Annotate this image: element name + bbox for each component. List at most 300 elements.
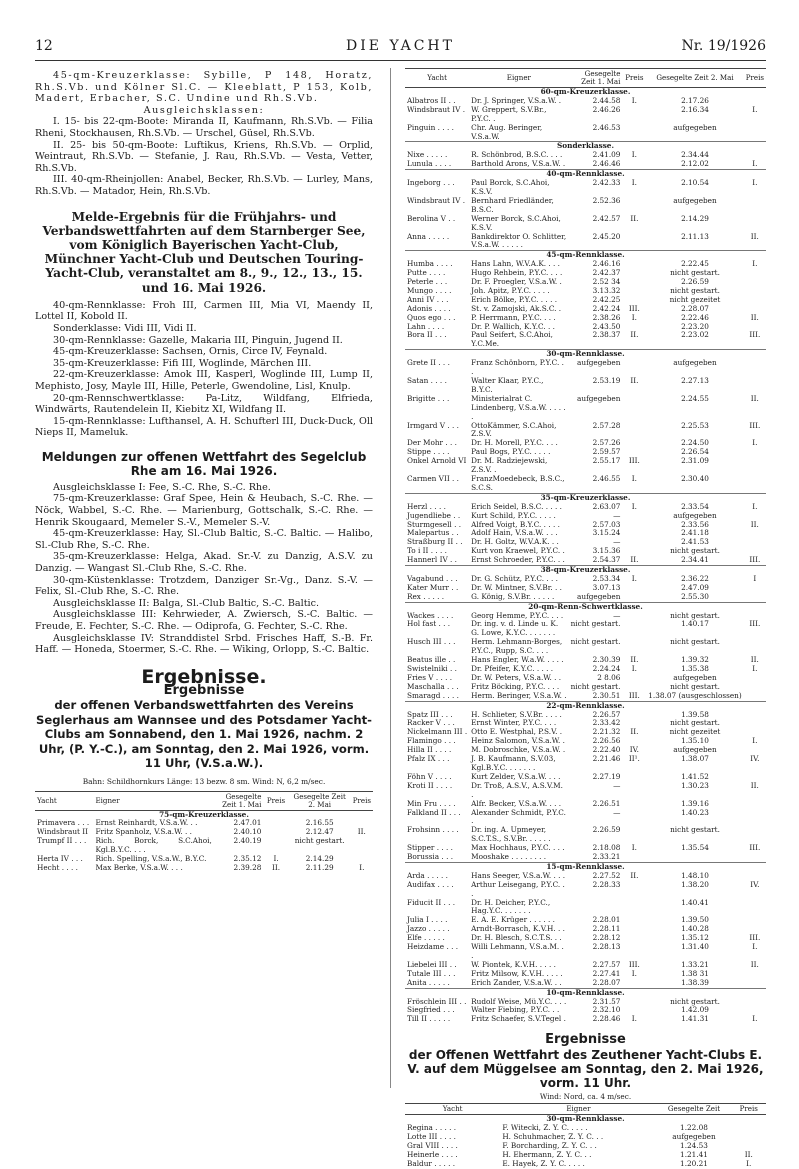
table-row [35, 864, 373, 873]
yacht-cell: Nickelmann III . [407, 727, 468, 737]
time-cell: aufgegeben [672, 1132, 716, 1142]
owner-cell: Herm. Lehmann-Borges, P.Y.C., Rupp, S.C. . . . [471, 637, 563, 656]
time1-cell: 2.21.32 [592, 727, 621, 737]
class-heading-row [405, 493, 766, 502]
time2-cell: nicht gestart. [670, 610, 720, 620]
yacht-cell: Swistelniki . . [407, 664, 457, 673]
entry-list: Ausgleichsklasse I: Fee, S.-C. Rhe, S.-C. Rhe. [53, 481, 271, 493]
prize2-cell [744, 278, 766, 287]
owner-cell: F. Witecki, Z. Y. C. . . . . [502, 1123, 588, 1133]
table-row [405, 998, 766, 1007]
prize2-cell [744, 296, 766, 305]
owner-cell: Hugo Rehbein, P.Y.C. . . . [471, 268, 563, 278]
prize2-cell: I. [752, 104, 758, 114]
time1-cell: 2.28.01 [592, 915, 621, 925]
time2-cell: 1.41.52 [681, 771, 709, 781]
prize1-cell [622, 359, 646, 377]
class-heading: 60-qm-Kreuzerklasse. [405, 88, 766, 97]
table-row [405, 575, 766, 584]
yacht-cell: Pinguin . . . . [407, 122, 454, 132]
entry-list: 22-qm-Kreuzerklasse: Amok III, Kasperl, Woglinde III, Lump II, Mephisto, Josy, Mayle III, Hille, Peterle, Gwendoline, Lisl, Knulp. [35, 369, 373, 392]
time2-cell: 1.40.41 [681, 897, 709, 907]
prize2-cell [744, 809, 766, 827]
time1-cell: 2.27.57 [592, 959, 621, 969]
prize1-cell: I. [631, 573, 637, 583]
time2-cell: 2.26.54 [681, 447, 709, 457]
table-row [35, 837, 373, 855]
time1-cell: 2.26.59 [592, 825, 621, 835]
prize1-cell [622, 584, 646, 593]
prize2-cell [744, 638, 766, 656]
yacht-cell: Hol fast . . . [407, 619, 451, 629]
prize2-cell [744, 124, 766, 142]
prize2-cell: II. [750, 312, 759, 322]
table-row [405, 934, 766, 943]
time1-cell: 2.31.57 [592, 996, 621, 1006]
table-row [405, 692, 766, 701]
table-row [405, 475, 766, 493]
table-row [405, 439, 766, 448]
prize2-cell: I. [359, 862, 365, 872]
time2-cell: nicht gestart. [670, 996, 720, 1006]
prize1-cell [622, 106, 646, 124]
table-row [405, 755, 766, 773]
yacht-cell: Grete II . . . [407, 358, 450, 368]
prize2-cell: I. [752, 159, 758, 169]
prize2-cell [744, 475, 766, 493]
entry-list: 75-qm-Kreuzerklasse: Graf Spee, Hein & Heubach, S.-C. Rhe. — Nöck, Wabbel, S.-C. Rhe. — Marienburg, Gottschalk, S.-C. Rhe. — Henrik Skougaard, Memeler S.-V., Memeler S.-V. [35, 493, 373, 528]
time2-cell: 1.35.54 [681, 843, 709, 853]
time1-cell: 2.52.36 [592, 195, 621, 205]
owner-cell: Heinz Salomon, V.S.a.W. . [471, 736, 565, 746]
time1-cell: 2.38.26 [592, 312, 621, 322]
prize2-cell [744, 853, 766, 862]
owner-cell: Dr. G. Schütz, P.Y.C. . . . [471, 573, 558, 583]
class-heading: 30-qm-Rennklasse. [405, 350, 766, 359]
prize2-cell: I. [752, 501, 758, 511]
prize2-cell [744, 711, 766, 720]
table-row [405, 422, 766, 440]
prize2-cell [744, 448, 766, 457]
owner-cell: Ernst Reinhardt, V.S.a.W. . . [95, 818, 198, 828]
time2-cell: 2.12.02 [681, 159, 709, 169]
entry-list: 35-qm-Kreuzerklasse: Helga, Akad. Sr.-V. zu Danzig, A.S.V. zu Danzig. — Wangast Sl.-Club Rhe, S.-C. Rhe. [35, 551, 373, 575]
yacht-cell: Primavera . . . [37, 818, 90, 828]
yacht-cell: Pfalz IX . . . [407, 754, 450, 764]
owner-cell: Alfr. Becker, V.S.a.W. . . . [471, 798, 562, 808]
prize1-cell [263, 819, 288, 828]
table-row [405, 1124, 766, 1133]
time1-cell: 2.42.37 [592, 268, 621, 278]
prize2-cell [744, 359, 766, 377]
owner-cell: Arthur Leisegang, P.Y.C. . . [471, 879, 565, 898]
yacht-cell: Siegfried . . . [407, 1005, 455, 1015]
entry-list: 30-qm-Küstenklasse: Trotzdem, Danziger Sr.-Vg., Danz. S.-V. — Felix, Sl.-Club Rhe, S.-C. Rhe. [35, 574, 373, 598]
owner-cell: Joh. Apitz, P.Y.C. . . . . [471, 285, 550, 295]
prize1-cell [622, 233, 646, 251]
time2-cell: aufgegeben [673, 745, 717, 755]
yacht-cell: Frohsinn . . . . [407, 825, 459, 835]
time1-cell: 2.18.08 [592, 843, 621, 853]
time2-cell: aufgegeben [673, 195, 717, 205]
time1-cell: 2.30.51 [592, 690, 621, 700]
yacht-cell: Sturmgesell . . [407, 519, 462, 529]
prize2-cell: II. [750, 780, 759, 790]
time1-cell: — [613, 510, 621, 520]
prize1-cell [622, 638, 646, 656]
prize2-cell [744, 998, 766, 1007]
prize1-cell [622, 800, 646, 809]
class-heading: 22-qm-Rennklasse. [405, 701, 766, 710]
prize2-cell: III. [749, 330, 761, 340]
yacht-cell: Trumpf II . . . [37, 836, 87, 846]
prize1-cell [622, 512, 646, 521]
yacht-cell: Kater Murr . . [407, 582, 459, 592]
yacht-cell: Windsbraut II [37, 827, 89, 837]
table-row [405, 215, 766, 233]
time2-cell: 2.31.09 [681, 456, 709, 466]
table-row [405, 359, 766, 377]
table-row [405, 547, 766, 556]
owner-cell: Hans Engler, W.a.W. . . . . [471, 655, 564, 665]
class-heading-row [405, 701, 766, 710]
prize1-cell [622, 287, 646, 296]
prize1-cell: II. [630, 555, 639, 565]
time1-cell: — [613, 807, 621, 817]
time2-cell: aufgegeben [673, 672, 717, 682]
time2-cell: 2.34.44 [681, 150, 709, 160]
time1-cell: 2.35.12 [233, 854, 262, 864]
yacht-cell: Carmen VII . . [407, 473, 459, 483]
prize1-cell [622, 269, 646, 278]
time1-cell: 2.44.58 [592, 95, 621, 105]
class-heading: Sonderklasse. [405, 142, 766, 151]
prize2-cell: II. [750, 519, 759, 529]
time1-cell [569, 899, 623, 917]
owner-cell: Adolf Hain, V.S.a.W. . . . [471, 528, 558, 538]
owner-cell: Arndt-Borrasch, K.V.H. . . [471, 924, 565, 934]
col-zeit: Gesegelte Zeit [656, 1104, 731, 1115]
prize2-cell [744, 719, 766, 728]
yacht-cell: Fröschlein III . . [407, 996, 467, 1006]
prize1-cell: III. [628, 303, 640, 313]
time2-cell: 1.30.23 [681, 780, 709, 790]
prize2-cell: III. [749, 420, 761, 430]
time1-cell: 2.57.26 [592, 438, 621, 448]
col-zeit2: Gesegelte Zeit 2. Mai [289, 791, 351, 810]
time1-cell: 2.26.51 [592, 798, 621, 808]
time1-cell: 2.42.25 [592, 294, 621, 304]
table-row [405, 233, 766, 251]
col-preis: Preis [622, 69, 646, 88]
prize1-cell: II. [630, 213, 639, 223]
yacht-cell: Brigitte . . . [407, 393, 450, 403]
yacht-cell: Spatz III . . . [407, 709, 453, 719]
prize1-cell: II. [630, 376, 639, 385]
owner-cell: Dr. P. Wallich, K.Y.C. . . [471, 321, 555, 331]
prize1-cell [622, 529, 646, 538]
owner-cell: Rich. Borck, S.C.Ahoi, Kgl.B.Y.C. . . . [95, 836, 212, 855]
yacht-cell: Beatus ille . . [407, 655, 456, 665]
time1-cell: 2.42.57 [592, 213, 621, 223]
class-heading-row [405, 566, 766, 575]
table-row [405, 179, 766, 197]
owner-cell: Walter Klaar, P.Y.C., B.Y.C. [471, 376, 544, 394]
time2-cell: aufgegeben [673, 122, 717, 132]
owner-cell: M. Dobroschke, V.S.a.W. . [471, 745, 566, 755]
time1-cell: — [613, 610, 621, 620]
table-row [405, 395, 766, 422]
col-yacht: Yacht [35, 791, 93, 810]
time1-cell: 2.39.28 [233, 862, 262, 872]
melde-ergebnis-heading: Melde-Ergebnis für die Frühjahrs- und Verbandswettfahrten auf dem Starnberger See, vom Königlich Bayerischen Yacht-Club, Münchner Yacht-Club und Deutschen Touring-Yacht-Club, veranstaltet am 8., 9., 12., 13., 15. und 16. Mai 1926. [42, 209, 366, 295]
yacht-cell: Husch III . . . [407, 637, 456, 647]
yacht-cell: Wackes . . . . [407, 610, 454, 620]
time2-cell: 2.22.46 [681, 312, 709, 322]
entry-list: 15-qm-Rennklasse: Lufthansel, A. H. Schufterl III, Duck-Duck, Oll Nieps II, Mameluk. [35, 415, 373, 439]
time1-cell: 3.15.36 [592, 546, 621, 556]
prize1-cell [622, 853, 646, 862]
prize1-cell: IV. [629, 745, 639, 755]
yacht-cell: Tutale III . . . [407, 968, 456, 978]
time2-cell: aufgegeben [673, 510, 717, 520]
time1-cell: 2.52 34 [592, 277, 621, 287]
prize1-cell: II. [271, 862, 281, 872]
yacht-cell: Jazzo . . . . . [407, 924, 450, 934]
table-row [405, 323, 766, 332]
prize1-cell [622, 422, 646, 440]
table-row [405, 943, 766, 961]
time2-cell: 2.55.30 [681, 591, 709, 601]
yacht-cell: To i II . . . . [407, 546, 447, 556]
prize1-cell: I. [631, 968, 637, 978]
yacht-cell: Flamingo . . . [407, 736, 456, 746]
results-body-left [35, 810, 373, 873]
yacht-cell: Liebelei III . . [407, 959, 457, 969]
prize2-cell: I. [752, 942, 758, 952]
table-row [405, 593, 766, 602]
time2-cell: nicht gestart. [670, 681, 720, 691]
yacht-cell: Arda . . . . . [407, 870, 448, 880]
prize2-cell: III. [749, 619, 761, 629]
owner-cell: Paul Seifert, S.C.Ahoi, Y.C.Me. [471, 330, 553, 349]
yacht-cell: Berolina V . . [407, 213, 456, 223]
time1-cell: 2.30.39 [592, 655, 621, 665]
class-heading: 45-qm-Rennklasse. [405, 251, 766, 260]
time1-cell: 2.28.11 [592, 924, 621, 934]
yacht-cell: Hecht . . . . [37, 862, 78, 872]
yacht-cell: Baldur . . . . . [407, 1158, 456, 1168]
col-eigner: Eigner [469, 69, 568, 88]
time1-cell: 2.55.17 [592, 456, 621, 466]
col-yacht: Yacht [405, 1104, 500, 1115]
prize1-cell [622, 782, 646, 800]
prize2-cell [744, 970, 766, 979]
yacht-cell: Satan . . . . [407, 376, 447, 385]
owner-cell: Max Hochhaus, P.Y.C. . . . [471, 843, 565, 853]
time2-cell: 1.39.16 [681, 798, 709, 808]
time2-cell: 1.40.28 [681, 924, 709, 934]
table-row [405, 521, 766, 530]
time1-cell: 2.53.34 [592, 573, 621, 583]
table-row [405, 305, 766, 314]
yacht-cell: Anita . . . . . [407, 977, 450, 987]
prize1-cell [622, 612, 646, 621]
owner-cell: Erich Bölke, P.Y.C. . . . . [471, 294, 558, 304]
yacht-cell: Ingeborg . . . [407, 178, 455, 188]
owner-cell: H. Schuhmacher, Z. Y. C. . . [502, 1132, 604, 1142]
ergebnisse-zeuthen-heading: Ergebnisse [545, 1032, 626, 1048]
time1-cell: 2.28.13 [592, 942, 621, 952]
owner-cell: Erich Zander, V.S.a.W. . . [471, 977, 562, 987]
prize1-cell [622, 934, 646, 943]
prize1-cell: I. [631, 501, 637, 511]
owner-cell: J. B. Kaufmann, S.V.03, Kgl.B.Y.C. . . . . . . [471, 754, 556, 772]
prize2-cell: I. [752, 259, 758, 269]
prize1-cell [622, 593, 646, 602]
yacht-cell: Adonis . . . . [407, 303, 451, 313]
table-row [405, 925, 766, 934]
yacht-cell: Falkland II . . . [407, 807, 461, 817]
yacht-cell: Herzl . . . . [407, 501, 446, 511]
prize1-cell [622, 521, 646, 530]
time1-cell: 2.46.26 [592, 104, 621, 114]
yacht-cell: Lahn . . . . [407, 321, 445, 331]
col-zeit2: Gesegelte Zeit 2. Mai [646, 69, 743, 88]
table-row [405, 1015, 766, 1024]
time-cell: 1.20.21 [680, 1158, 708, 1168]
class-heading-row [405, 170, 766, 179]
time2-cell: 1.38.39 [681, 977, 709, 987]
prize2-cell [744, 457, 766, 475]
owner-cell: Dr. M. Radziejewski, Z.S.V. . [471, 456, 548, 475]
race-description-zeuthen: der Offenen Wettfahrt des Zeuthener Yacht-Clubs E. V. auf dem Müggelsee am Sonntag, den 2. Mai 1926, vorm. 11 Uhr. [407, 1048, 764, 1091]
time1-cell: nicht gestart. [570, 619, 621, 629]
prize2-cell [744, 584, 766, 593]
time1-cell: 3.15.24 [592, 528, 621, 538]
prize2-cell: I. [752, 736, 758, 746]
owner-cell: Alfred Voigt, B.Y.C. . . . . [471, 519, 560, 529]
owner-cell: E. A. E. Krüger . . . . . . [471, 915, 555, 925]
prize2-cell [744, 674, 766, 683]
section-label: Ausgleichsklassen: [143, 104, 265, 116]
table-row [405, 881, 766, 899]
col-preis2: Preis [351, 791, 373, 810]
time2-cell: 1.39.58 [681, 709, 709, 719]
class-heading: 35-qm-Kreuzerklasse. [405, 493, 766, 502]
owner-cell: W. Piontek, K.V.H. . . . . [471, 959, 556, 969]
owner-cell: E. Hayek, Z. Y. C. . . . . [502, 1158, 585, 1168]
table-row [405, 916, 766, 925]
yacht-cell: Julia I . . . . [407, 915, 448, 925]
owner-cell: Dr. Troß, A.S.V., A.S.V.M. . [471, 780, 563, 799]
table-row [405, 124, 766, 142]
prize2-cell [744, 826, 766, 844]
owner-cell: Hans Lahn, W.V.A.K. . . . [471, 259, 561, 269]
meldungen-heading: Meldungen zur offenen Wettfahrt des Segelclub Rhe am 16. Mai 1926. [41, 449, 367, 478]
results-table-left [35, 791, 373, 873]
entry-list: Ausgleichsklasse II: Balga, Sl.-Club Baltic, S.-C. Baltic. [53, 597, 320, 609]
table-row [405, 961, 766, 970]
left-column [35, 70, 373, 873]
owner-cell: Fritz Milsow, K.V.H. . . . . [471, 968, 563, 978]
race-description: der offenen Verbandswettfahrten des Vereins Seglerhaus am Wannsee und des Potsdamer Yacht-Clubs am Sonnabend, den 1. Mai 1926, nachm. 2 Uhr, (P. Y.-C.), am Sonntag, den 2. Mai 1926, vorm. 11 Uhr, (V.S.a.W.). [36, 697, 372, 771]
prize1-cell: III. [628, 959, 640, 969]
time1-cell: aufgegeben [577, 358, 621, 368]
time2-cell: 2.12.47 [305, 827, 334, 837]
owner-cell: Dr. ing. A. Upmeyer, S.C.T.S., S.V.Br. . . . . . [471, 825, 551, 844]
prize1-cell [622, 260, 646, 269]
time1-cell: aufgegeben [577, 591, 621, 601]
yacht-cell: Bora II . . . [407, 330, 447, 340]
yacht-cell: Fiducit II . . . [407, 897, 456, 907]
entry-list: 30-qm-Rennklasse: Gazelle, Makaria III, Pinguin, Jugend II. [53, 334, 343, 346]
owner-cell: Hans Seeger, V.S.a.W. . . . [471, 870, 566, 880]
table-row [405, 970, 766, 979]
time2-cell: 2.11.13 [681, 231, 709, 241]
prize2-cell: II. [750, 655, 759, 665]
col-preis2: Preis [744, 69, 766, 88]
owner-cell: Kurt Zelder, V.S.a.W. . . . [471, 771, 561, 781]
time1-cell: 2.27.52 [592, 870, 621, 880]
time1-cell: 2.57.28 [592, 420, 621, 430]
prize2-cell [744, 683, 766, 692]
time1-cell: 2.42.24 [592, 303, 621, 313]
owner-cell: F. Borcharding, Z. Y. C. . . [502, 1140, 597, 1150]
yacht-cell: Maschalla . . . [407, 681, 459, 691]
page-number: 12 [35, 38, 53, 54]
prize1-cell: III. [628, 456, 640, 466]
class-heading: 38-qm-Kreuzerklasse. [405, 566, 766, 575]
yacht-cell: Anna . . . . . [407, 231, 450, 241]
owner-cell: Rudolf Weise, Mü.Y.C. . . . [471, 996, 567, 1006]
prize2-cell [744, 899, 766, 917]
yacht-cell: Borussia . . . [407, 852, 454, 862]
table-row [405, 826, 766, 844]
table-row [405, 656, 766, 665]
yacht-cell: Der Mohr . . . [407, 438, 457, 448]
yacht-cell: Mungo . . . . [407, 285, 452, 295]
time2-cell: 2.16.34 [681, 104, 709, 114]
table-row [405, 314, 766, 323]
entry-list: 20-qm-Rennschwertklasse: Pa-Litz, Wildfang, Elfrieda, Windwärts, Rautendelein II, Kiebitz XI, Wildfang II. [35, 392, 373, 416]
yacht-cell: Malepartus . . [407, 528, 459, 538]
header-rule [35, 60, 766, 61]
prize2-cell [744, 529, 766, 538]
owner-cell: Dr. ing. v. d. Linde u. K. G. Lowe, K.Y.C. . . . . . . [471, 619, 559, 638]
table-row [405, 728, 766, 737]
entry-list: Ausgleichsklasse III: Kehrwieder, A. Zwiersch, S.-C. Baltic. — Freude, E. Fechter, S.-C. Rhe. — Odiprofa, G. Fechter, S.-C. Rhe. [35, 609, 373, 632]
prize1-cell [622, 278, 646, 287]
yacht-cell: Stipper . . . . [407, 843, 453, 853]
time1-cell: 3.07.13 [592, 582, 621, 592]
prize1-cell: I. [273, 854, 279, 864]
prize1-cell: I. [631, 843, 637, 853]
yacht-cell: Hilla II . . . . [407, 745, 452, 755]
owner-cell: Dr. Pfeifer, K.Y.C. . . . . [471, 664, 554, 673]
prize2-cell [744, 692, 766, 701]
time2-cell: 2.24.50 [681, 438, 709, 448]
prize2-cell: IV. [750, 879, 760, 889]
prize1-cell [622, 620, 646, 638]
owner-cell: Otto E. Westphal, P.S.V. . [471, 727, 563, 737]
yacht-cell: Rex . . . . . [407, 591, 445, 601]
time2-cell: 2.14.29 [681, 213, 709, 223]
prize1-cell: II. [630, 870, 639, 880]
time1-cell: 2.33.42 [592, 718, 621, 728]
entry-list: Ausgleichsklasse IV: Stranddistel Srbd. Frisches Haff, S.-B. Fr. Haff. — Honeda, Stoermer, S.-C. Rhe. — Wiking, Orlopp, S.-C. Baltic. [35, 632, 373, 656]
time-cell: 1.22.08 [680, 1123, 708, 1133]
